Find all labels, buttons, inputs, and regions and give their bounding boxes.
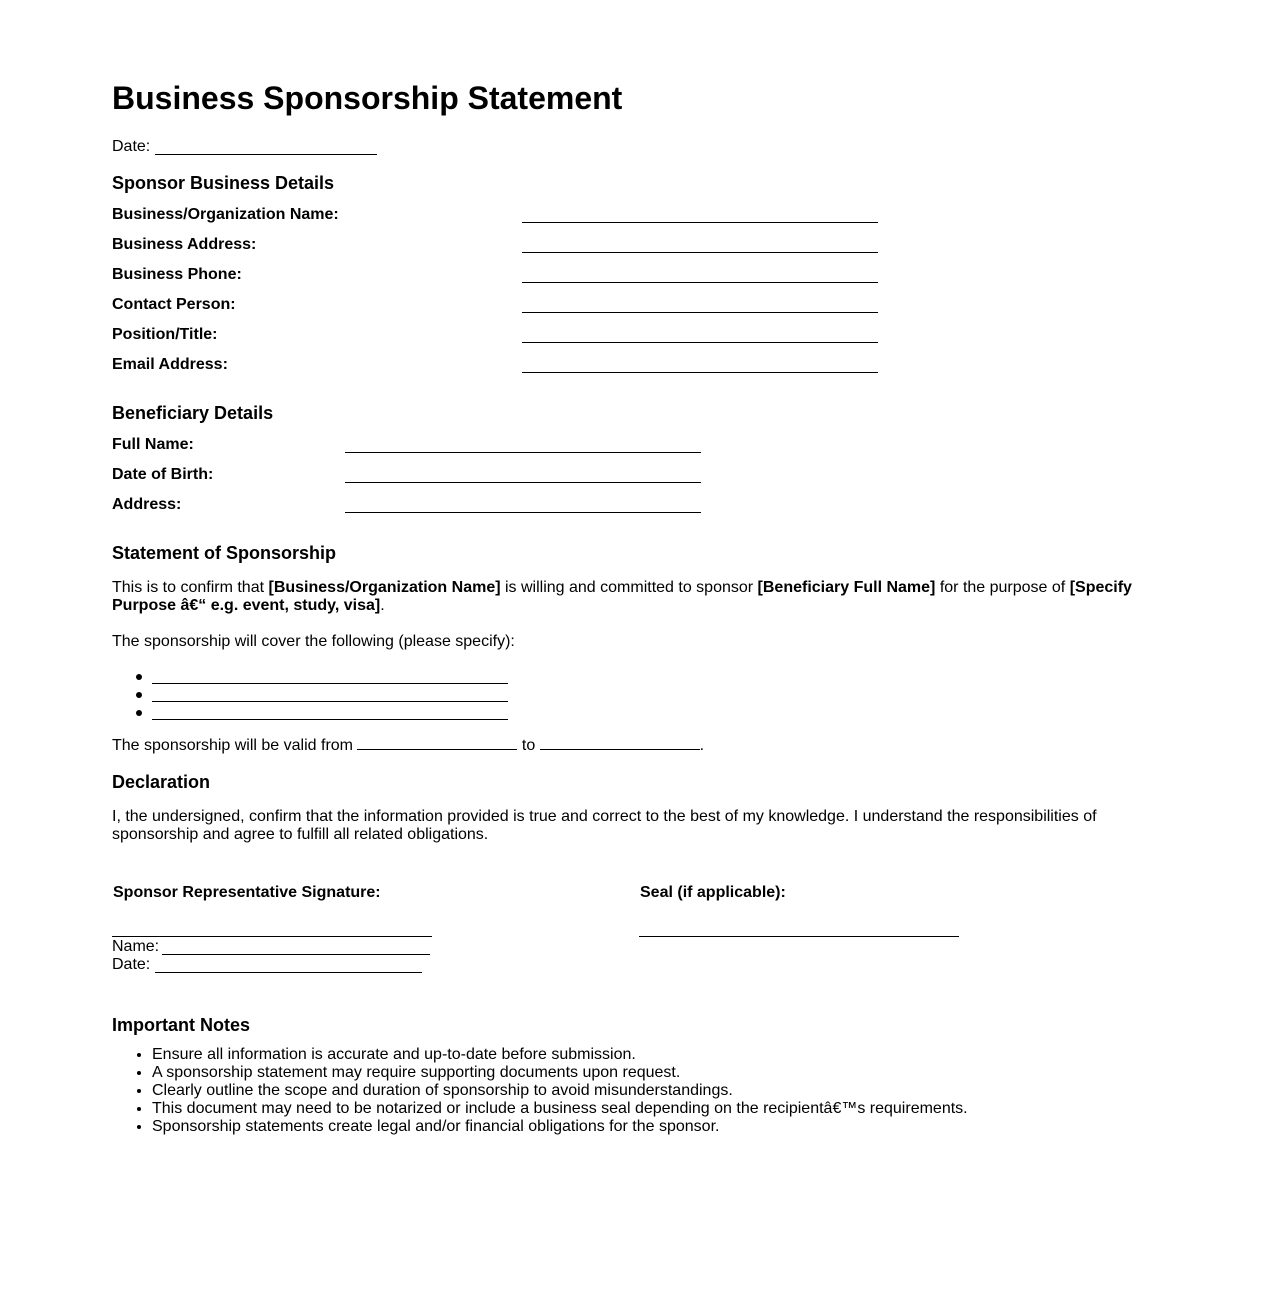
full-name-line[interactable] (345, 452, 701, 453)
validity-end-line[interactable] (540, 748, 700, 750)
sig-name-label: Name: (112, 938, 160, 955)
business-address-label: Business Address: (112, 236, 257, 253)
date-of-birth-label: Date of Birth: (112, 466, 214, 483)
statement-paragraph (112, 579, 1142, 615)
seal-label: Seal (if applicable): (640, 884, 786, 901)
full-name-label: Full Name: (112, 436, 194, 453)
coverage-line-1[interactable] (152, 683, 508, 684)
page-title: Business Sponsorship Statement (112, 80, 623, 116)
position-title-line[interactable] (522, 342, 878, 343)
business-phone-label: Business Phone: (112, 266, 242, 283)
statement-text-1: This is to confirm that (112, 579, 269, 596)
sig-name-line[interactable] (162, 954, 430, 955)
validity-start-line[interactable] (357, 748, 517, 750)
notes-list (112, 1046, 968, 1136)
seal-line[interactable] (639, 936, 959, 937)
statement-text-3: for the purpose of (935, 579, 1070, 596)
date-row (112, 138, 150, 156)
coverage-line-3[interactable] (152, 719, 508, 720)
note-item: • This document may need to be notarized or include a business seal depending on the recipientâ€™s requirements. (152, 1100, 968, 1118)
contact-person-label: Contact Person: (112, 296, 236, 313)
notes-heading: Important Notes (112, 1015, 251, 1035)
position-title-label: Position/Title: (112, 326, 218, 343)
email-address-label: Email Address: (112, 356, 228, 373)
sponsor-section-heading: Sponsor Business Details (112, 173, 335, 193)
business-name-line[interactable] (522, 222, 878, 223)
business-address-line[interactable] (522, 252, 878, 253)
beneficiary-address-line[interactable] (345, 512, 701, 513)
coverage-intro: The sponsorship will cover the following (please specify): (112, 633, 515, 650)
beneficiary-section-heading: Beneficiary Details (112, 403, 274, 423)
date-label: Date: (112, 138, 151, 155)
signature-label: Sponsor Representative Signature: (113, 884, 381, 901)
statement-beneficiary-placeholder: [Beneficiary Full Name] (757, 579, 936, 596)
beneficiary-address-label: Address: (112, 496, 182, 513)
statement-purpose-placeholder: [Specify Purpose â€“ e.g. event, study, visa] (112, 579, 1132, 614)
note-item: • Clearly outline the scope and duration of sponsorship to avoid misunderstandings. (152, 1082, 968, 1100)
statement-text-2: is willing and committed to sponsor (500, 579, 758, 596)
date-field-line[interactable] (155, 154, 377, 155)
sig-date-row (112, 956, 150, 974)
coverage-bullet-3 (136, 710, 142, 716)
business-phone-line[interactable] (522, 282, 878, 283)
statement-section-heading: Statement of Sponsorship (112, 543, 337, 563)
coverage-line-2[interactable] (152, 701, 508, 702)
business-name-label: Business/Organization Name: (112, 206, 339, 223)
date-of-birth-line[interactable] (345, 482, 701, 483)
note-item: • A sponsorship statement may require supporting documents upon request. (152, 1064, 968, 1082)
statement-text-4: . (380, 597, 385, 614)
note-item: • Sponsorship statements create legal and/or financial obligations for the sponsor. (152, 1118, 968, 1136)
coverage-bullet-1 (136, 674, 142, 680)
validity-row (112, 737, 704, 755)
statement-business-placeholder: [Business/Organization Name] (268, 579, 501, 596)
declaration-heading: Declaration (112, 772, 211, 792)
email-address-line[interactable] (522, 372, 878, 373)
validity-period: . (699, 737, 705, 754)
sig-date-line[interactable] (155, 972, 422, 973)
signature-line[interactable] (112, 936, 432, 937)
sig-date-label: Date: (112, 956, 151, 973)
declaration-text: I, the undersigned, confirm that the information provided is true and correct to the best of my knowledge. I understand the responsibilities of sponsorship and agree to fulfill all related obligations. (112, 808, 1097, 843)
note-item: • Ensure all information is accurate and up-to-date before submission. (152, 1046, 968, 1064)
validity-text-from: The sponsorship will be valid from (112, 737, 358, 754)
validity-text-to: to (517, 737, 540, 754)
contact-person-line[interactable] (522, 312, 878, 313)
sig-name-row (112, 938, 159, 956)
coverage-bullet-2 (136, 692, 142, 698)
